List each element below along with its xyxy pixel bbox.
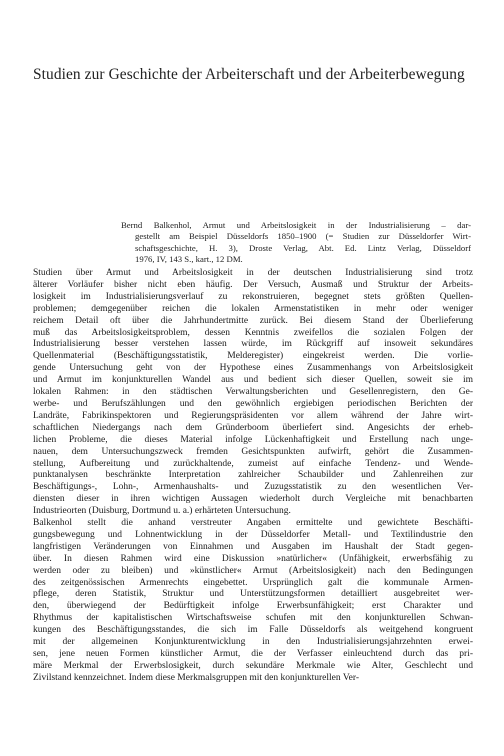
body-line: pflege, deren Statistik, Struktur und Unterstützungsformen detailliert ausgebreitet wer- — [33, 589, 473, 600]
body-line: Rhythmus der kapitalistischen Wirtschaftsweise schufen mit den konjunkturellen Schwan- — [33, 613, 473, 624]
body-line: und Armut im konjunkturellen Wandel aus und bedient sich dieser Quellen, soweit sie im — [33, 375, 473, 386]
body-line: Industrialisierung besser verstehen lassen würde, im Rückgriff auf insoweit sekundäres — [33, 339, 473, 350]
body-line: Quellenmaterial (Beschäftigungsstatistik, Melderegister) eingekreist werden. Die vorlie- — [33, 351, 473, 362]
body-line: kungen des Beschäftigungsstandes, die sich im Falle Düsseldorfs als weitgehend kongruent — [33, 625, 473, 636]
body-line: losigkeit im Industrialisierungsverlauf zu rekonstruieren, begegnet stets größten Quellen- — [33, 291, 473, 302]
body-line: stellung, Aufbereitung und zurückhaltende, zumeist auf einfache Tendenz- und Wende- — [33, 458, 473, 469]
body-line: Studien über Armut und Arbeitslosigkeit in der deutschen Industrialisierung sind trotz — [33, 268, 473, 278]
body-line: Balkenhol stellt die anhand verstreuter Angaben ermittelte und gewichtete Beschäfti- — [33, 518, 473, 529]
body-line: Landräte, Fabrikinspektoren und Regierungspräsidenten vor allem während der Jahre wirt- — [33, 410, 473, 421]
body-line: punktanalysen beschränkte Interpretation zahlreicher Schaubilder und Zahlenreihen zur — [33, 470, 473, 481]
body-line: lichen Probleme, die dieses Material infolge Lückenhaftigkeit und Erstellung nach unge- — [33, 434, 473, 445]
book-citation — [121, 220, 471, 265]
body-line: märe Merkmal der Erwerbslosigkeit, durch sekundäre Merkmale wie Alter, Geschlecht und — [33, 660, 473, 671]
body-line: Zivilstand kennzeichnet. Indem diese Merkmalsgruppen mit den konjunkturellen Ver- — [33, 672, 359, 683]
section-title: Studien zur Geschichte der Arbeiterschaft und der Arbeiterbewegung — [33, 66, 465, 83]
body-line: Beschäftigungs-, Lohn-, Armenhaushalts- und Zuzugsstatistik zu den wesentlichen Ver- — [33, 482, 473, 493]
body-line: Industrieorten (Duisburg, Dortmund u. a.) erhärteten Untersuchung. — [33, 506, 291, 517]
citation-line: schaftsgeschichte, H. 3), Droste Verlag, Abt. Ed. Lintz Verlag, Düsseldorf — [135, 242, 471, 253]
body-line: über. In diesen Rahmen wird eine Diskussion »natürlicher« (Unfähigkeit, erwerbsfähig zu — [33, 553, 473, 564]
body-line: langfristigen Veränderungen von Einnahmen und Ausgaben im Haushalt der Stadt gegen- — [33, 541, 473, 552]
body-line: den, überwiegend der Bedürftigkeit infolge Erwerbsunfähigkeit; erst Charakter und — [33, 601, 473, 612]
citation-line: Bernd Balkenhol, Armut und Arbeitslosigkeit in der Industrialisierung – dar- — [121, 220, 471, 230]
body-line: mit der allgemeinen Konjunkturentwicklung in den Industrialisierungsjahrzehnten erwei- — [33, 637, 473, 648]
review-body — [33, 268, 473, 685]
body-line: problemen; demgegenüber reichen die lokalen Armenstatistiken in mehr oder weniger — [33, 303, 473, 314]
body-line: muß das Arbeitslosigkeitsproblem, dessen Kenntnis zweifellos die sozialen Folgen der — [33, 327, 473, 338]
body-line: werbe- und Berufszählungen und den gewöhnlich ergiebigen periodischen Berichten der — [33, 398, 473, 409]
body-line: nauen, dem Untersuchungszweck fremden Gesichtspunkten aufwirft, gehört die Zusammen- — [33, 446, 473, 457]
body-line: sen, jene neuen Formen künstlicher Armut, die der Verfasser einleuchtend durch das pri- — [33, 649, 473, 659]
body-line: gungsbewegung und Lohnentwicklung in der Düsseldorfer Metall- und Textilindustrie den — [33, 529, 473, 540]
body-line: gende Untersuchung geht von der Hypothese eines Zusammenhangs von Arbeitslosigkeit — [33, 363, 473, 374]
citation-line: 1976, IV, 143 S., kart., 12 DM. — [135, 253, 243, 264]
body-line: älterer Vorläufer bisher nicht eben häufig. Der Versuch, Ausmaß und Struktur der Arbeits- — [33, 279, 473, 290]
body-line: diensten dieser in ihren wichtigen Aussagen wiederholt durch Vergleiche mit benachbarten — [33, 494, 473, 505]
body-line: des zeitgenössischen Armenrechts eingebettet. Ursprünglich galt die kommunale Armen- — [33, 577, 473, 588]
body-line: reichem Detail oft über die Jahrhundertmitte zurück. Bei diesem Stand der Überlieferung — [33, 315, 473, 326]
body-line: lokalen Rahmen: in den städtischen Verwaltungsberichten und Gesellenregistern, den Ge- — [33, 387, 473, 398]
body-line: werden oder zu bleiben) und »künstlicher« Armut (Arbeitslosigkeit) nach den Bedingungen — [33, 565, 473, 576]
body-line: schaftlichen Niedergangs nach dem Gründerboom überliefert sind. Angesichts der erheb- — [33, 422, 473, 433]
citation-line: gestellt am Beispiel Düsseldorfs 1850–1900 (= Studien zur Düsseldorfer Wirt- — [135, 231, 471, 242]
